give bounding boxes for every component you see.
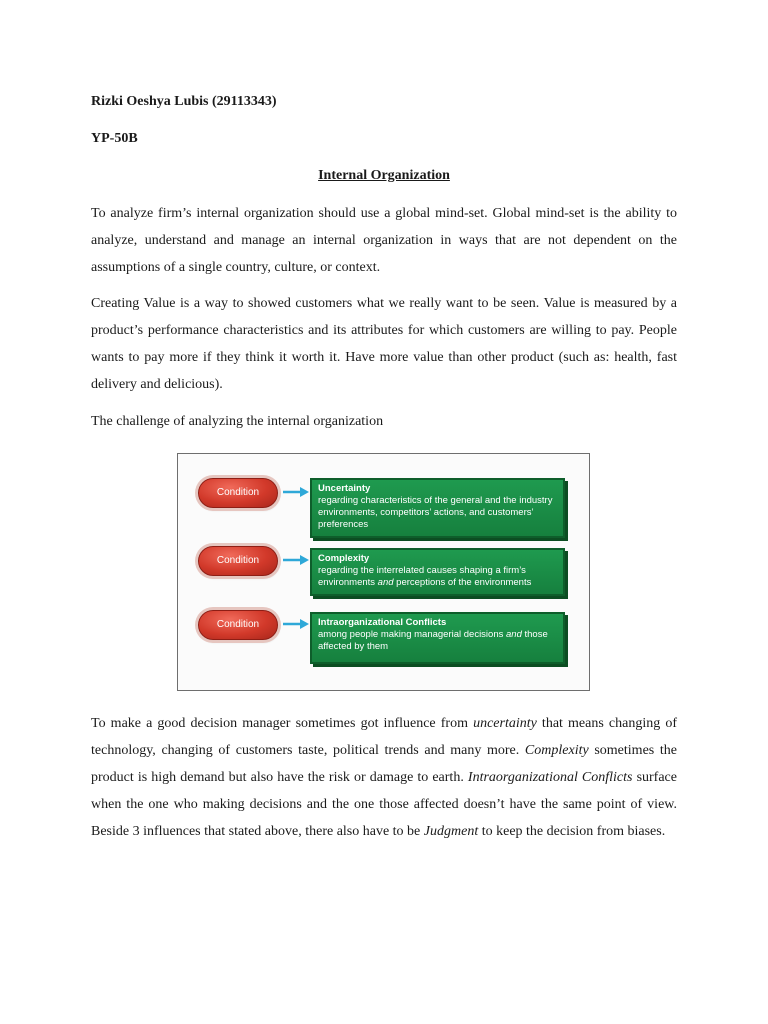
right-arrow-icon (282, 486, 310, 498)
term-intraorganizational-conflicts: Intraorganizational Conflicts (467, 770, 633, 785)
term-complexity: Complexity (524, 743, 589, 758)
diagram-row-complexity (178, 546, 591, 600)
uncertainty-box (310, 478, 565, 538)
right-arrow-icon (282, 618, 310, 630)
conflicts-text-b: those affected by them (318, 629, 548, 652)
complexity-description (318, 565, 555, 589)
class-code: YP-50B (91, 131, 138, 146)
diagram-row-conflicts (178, 608, 591, 668)
complexity-box (310, 548, 565, 596)
complexity-text-a: regarding the interrelated causes shaping a firm’s environments (318, 565, 526, 588)
challenge-diagram (177, 453, 590, 691)
term-uncertainty: uncertainty (473, 716, 537, 731)
p4-text-1: To make a good decision manager sometimes got influence from (91, 716, 474, 731)
conflicts-text-and: and (506, 629, 522, 640)
paragraph-creating-value: Creating Value is a way to showed customers what we really want to be seen. Value is measured by a product’s performance characteristics and its attributes for which customers are willing to pay. People wants to pay more if they think it worth it. Have more value than other product (such as: health, fast delivery and delicious). (91, 296, 677, 392)
paragraph-global-mindset: To analyze firm’s internal organization should use a global mind-set. Global mind-set is the ability to analyze, understand and manage an internal organization in ways that are not dependent on the assumptions of a single country, culture, or context. (91, 206, 677, 275)
p4-text-5: to keep the decision from biases. (478, 824, 666, 839)
complexity-text-b: perceptions of the environments (393, 577, 532, 588)
condition-pill: Condition (198, 478, 278, 508)
document-title: Internal Organization (318, 168, 450, 183)
diagram-row-uncertainty (178, 474, 591, 538)
conflicts-text-a: among people making managerial decisions (318, 629, 507, 640)
complexity-text-and: and (377, 577, 394, 588)
condition-pill: Condition (198, 610, 278, 640)
conflicts-box (310, 612, 565, 664)
p4-text-3: sometimes the product is high demand but also have the risk or damage to earth. (91, 743, 677, 785)
conflicts-description (318, 629, 555, 653)
p4-text-2: that means changing of technology, changing of customers taste, political trends and many more. (91, 716, 677, 758)
paragraph-challenge-intro: The challenge of analyzing the internal organization (91, 414, 384, 429)
complexity-heading: Complexity (318, 553, 370, 564)
conflicts-heading: Intraorganizational Conflicts (318, 617, 447, 628)
p4-text-4: surface when the one who making decisions and the one those affected doesn’t have the same point of view. Beside 3 influences that stated above, there also have to be (91, 770, 677, 839)
term-judgment: Judgment (423, 824, 479, 839)
uncertainty-description: regarding characteristics of the general and the industry environments, competitors’ actions, and customers’ preferences (318, 495, 553, 530)
paragraph-decision-influences (91, 710, 677, 845)
right-arrow-icon (282, 554, 310, 566)
author-name: Rizki Oeshya Lubis (29113343) (91, 94, 277, 109)
condition-pill: Condition (198, 546, 278, 576)
uncertainty-heading: Uncertainty (318, 483, 371, 494)
